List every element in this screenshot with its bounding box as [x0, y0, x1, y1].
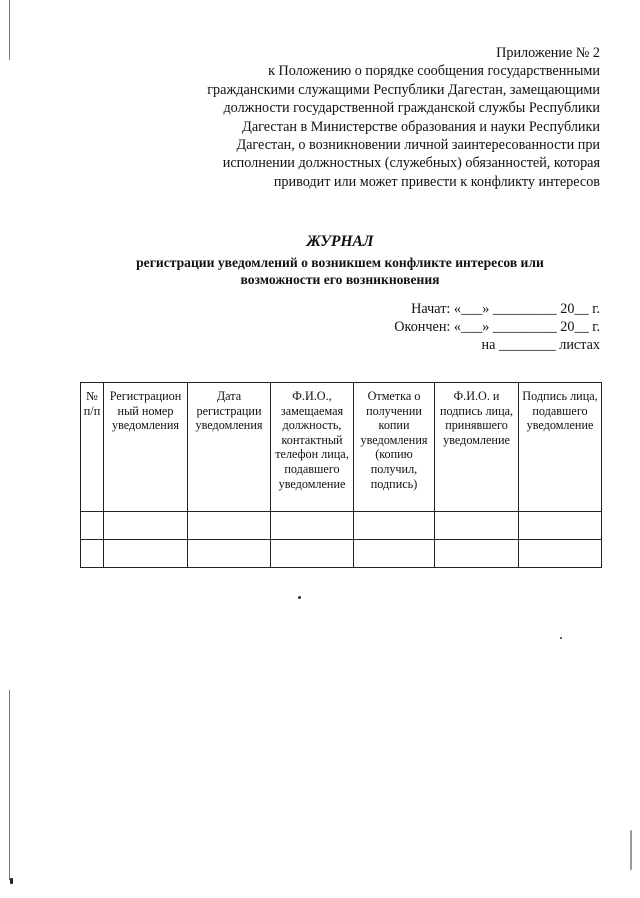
scan-speck — [630, 830, 632, 870]
column-header-registration-number: Регистрацион ный номер уведомления — [104, 383, 188, 512]
appendix-line: Дагестан в Министерстве образования и науки Республики — [242, 118, 600, 135]
appendix-line: должности государственной гражданской службы Республики — [223, 100, 600, 117]
table-cell — [435, 512, 519, 540]
table-cell — [519, 540, 602, 568]
table-cell — [354, 512, 435, 540]
journal-heading — [80, 232, 600, 288]
table-cell — [81, 540, 104, 568]
scan-edge-mark — [9, 0, 10, 60]
column-header-receiver-name-signature: Ф.И.О. и подпись лица, принявшего уведомление — [435, 383, 519, 512]
column-header-full-name-position: Ф.И.О., замещаемая должность, контактный телефон лица, подавшего уведомление — [271, 383, 354, 512]
table-cell — [271, 540, 354, 568]
table-cell — [188, 540, 271, 568]
appendix-line: к Положению о порядке сообщения государственными — [268, 63, 600, 80]
table-header-row — [81, 383, 602, 512]
journal-title: ЖУРНАЛ — [306, 233, 374, 250]
journal-dates — [394, 300, 600, 354]
appendix-line: исполнении должностных (служебных) обязанностей, которая — [222, 155, 600, 172]
registration-table — [80, 382, 602, 568]
table-cell — [354, 540, 435, 568]
journal-subtitle — [80, 254, 600, 288]
column-header-registration-date: Дата регистрации уведомления — [188, 383, 271, 512]
end-date-line: Окончен: «___» _________ 20__ г. — [394, 319, 600, 335]
scan-speck — [10, 878, 13, 884]
column-header-submitter-signature: Подпись лица, подавшего уведомление — [519, 383, 602, 512]
table-cell — [435, 540, 519, 568]
start-date-line: Начат: «___» _________ 20__ г. — [411, 301, 600, 317]
table-row — [81, 540, 602, 568]
sheets-count-line: на ________ листах — [481, 337, 600, 353]
appendix-line: приводит или может привести к конфликту интересов — [273, 173, 600, 190]
table-cell — [271, 512, 354, 540]
table-cell — [519, 512, 602, 540]
column-header-number: № п/п — [81, 383, 104, 512]
appendix-line: гражданскими служащими Республики Дагестан, замещающими — [207, 81, 600, 98]
appendix-heading: Приложение № 2 — [496, 45, 600, 61]
appendix-line: Дагестан, о возникновении личной заинтересованности при — [236, 137, 600, 154]
scan-edge-mark — [9, 690, 10, 880]
table-cell — [104, 512, 188, 540]
scan-speck — [560, 637, 562, 639]
table-cell — [81, 512, 104, 540]
table-row — [81, 512, 602, 540]
table-cell — [104, 540, 188, 568]
journal-subtitle-line: возможности его возникновения — [240, 272, 440, 287]
appendix-note — [180, 44, 600, 191]
journal-subtitle-line: регистрации уведомлений о возникшем конфликте интересов или — [136, 255, 544, 270]
table-cell — [188, 512, 271, 540]
column-header-copy-receipt-mark: Отметка о получении копии уведомления (копию получил, подпись) — [354, 383, 435, 512]
scan-speck — [298, 596, 301, 599]
